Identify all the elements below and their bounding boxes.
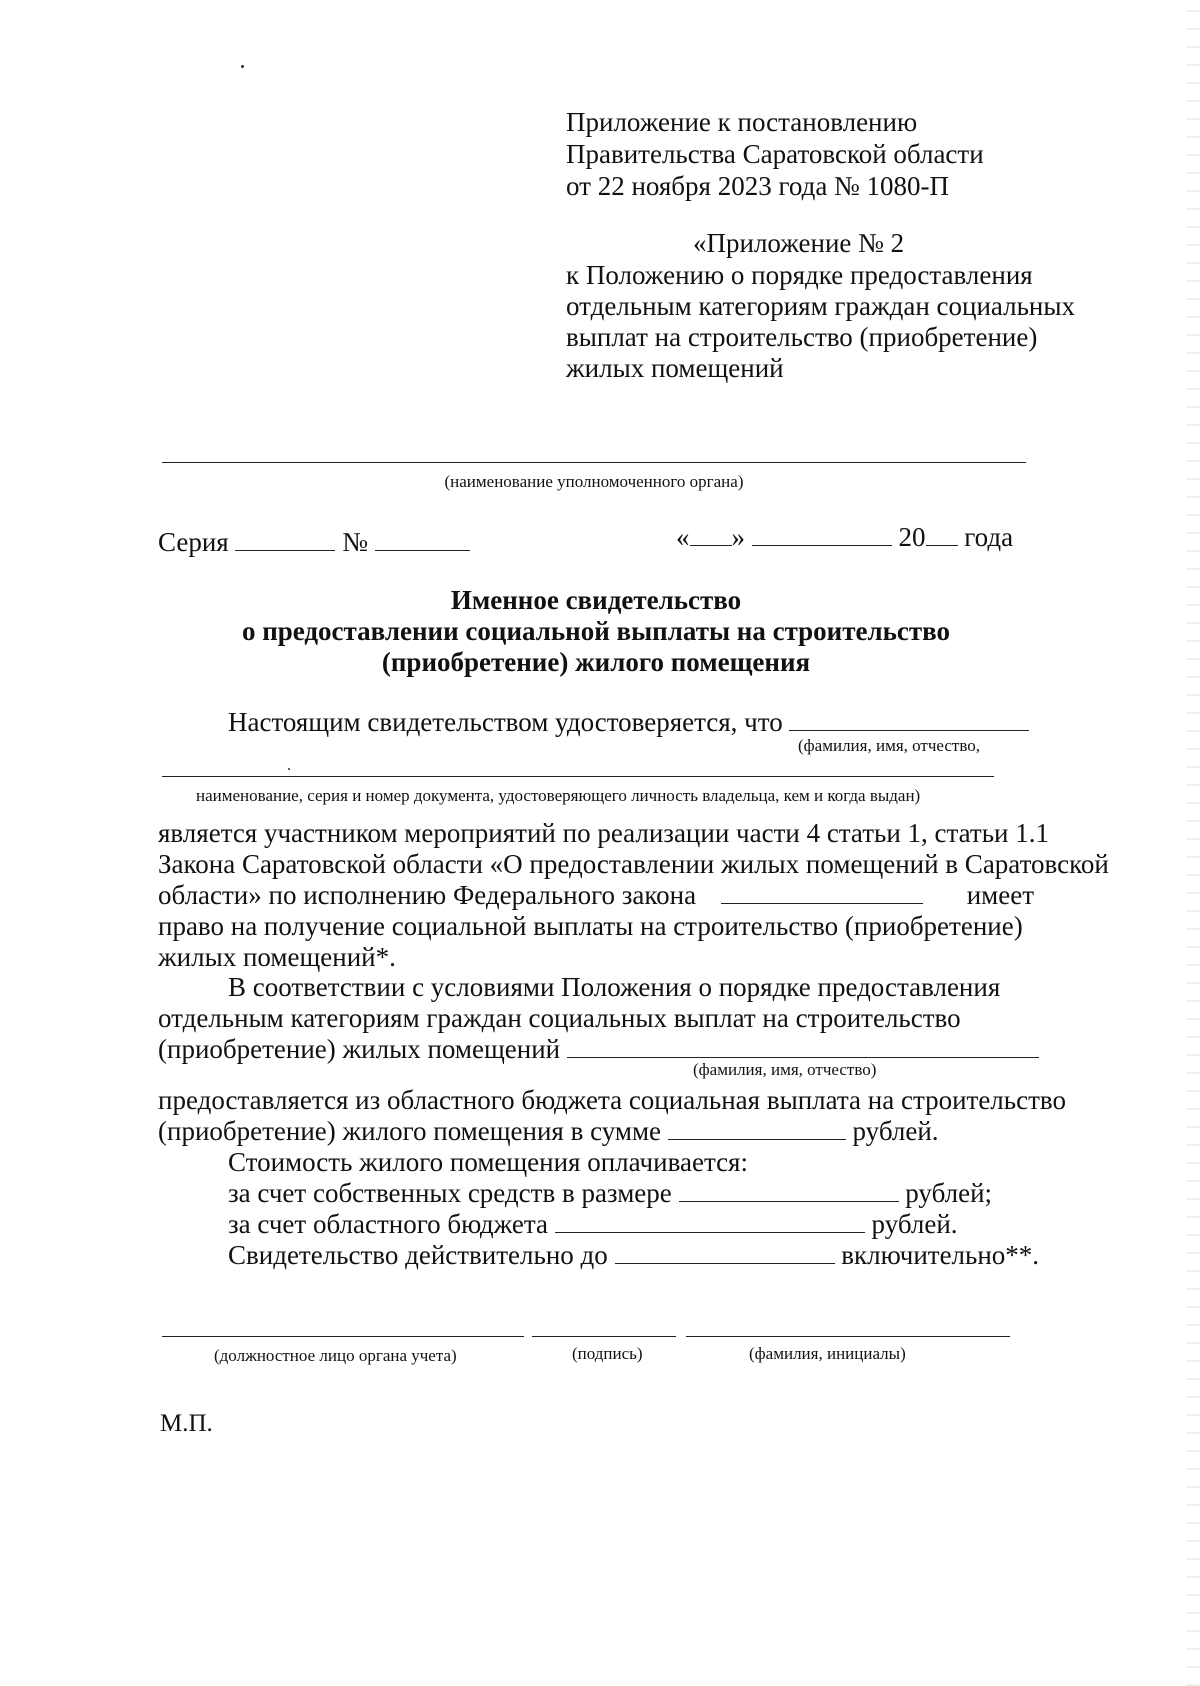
sign-caption: (подпись)	[572, 1344, 643, 1363]
title-line-1: Именное свидетельство	[450, 585, 742, 615]
recipient-blank	[567, 1035, 1039, 1058]
date-row	[676, 521, 1013, 553]
body1-line-3b: имеет	[966, 880, 1034, 910]
year-suffix: года	[964, 522, 1014, 552]
budget-label: за счет областного бюджета	[228, 1209, 549, 1239]
series-label: Серия	[158, 527, 229, 557]
series-row	[158, 526, 470, 558]
header-line-1: Приложение к постановлению	[566, 107, 918, 137]
official-caption: (должностное лицо органа учета)	[214, 1346, 457, 1365]
body2-line-3-label: (приобретение) жилых помещений	[158, 1034, 561, 1064]
year-blank	[926, 523, 958, 546]
name-caption: (фамилия, инициалы)	[749, 1344, 906, 1363]
body1-line-3a: области» по исполнению Федерального закона	[158, 880, 697, 910]
body2-line-5a: (приобретение) жилого помещения в сумме	[158, 1116, 662, 1146]
seal-mark: М.П.	[160, 1410, 213, 1437]
official-line	[162, 1336, 524, 1337]
appendix-line-3: отдельным категориям граждан социальных	[566, 291, 1076, 321]
body2-line-5b: рублей.	[852, 1116, 939, 1146]
valid-suffix: включительно**.	[841, 1240, 1040, 1270]
payment-budget	[228, 1208, 958, 1240]
day-blank	[690, 523, 732, 546]
body2-line-1: В соответствии с условиями Положения о порядке предоставления	[228, 972, 1001, 1002]
appendix-line-4: выплат на строительство (приобретение)	[566, 322, 1038, 352]
payment-own	[228, 1177, 992, 1209]
body2-line-2: отдельным категориям граждан социальных выплат на строительство	[158, 1003, 961, 1033]
number-blank	[375, 528, 470, 551]
sum-blank	[668, 1117, 846, 1140]
authority-line	[162, 462, 1026, 463]
appendix-line-2: к Положению о порядке предоставления	[566, 260, 1033, 290]
appendix-line-1: «Приложение № 2	[693, 228, 905, 258]
budget-blank	[555, 1210, 865, 1233]
scan-speck	[241, 65, 244, 68]
body1-line-5: жилых помещений*.	[158, 942, 396, 972]
scan-speck	[288, 768, 290, 770]
number-label: №	[342, 527, 368, 557]
own-label: за счет собственных средств в размере	[228, 1178, 672, 1208]
valid-blank	[615, 1241, 835, 1264]
name-line	[686, 1336, 1010, 1337]
valid-label: Свидетельство действительно до	[228, 1240, 608, 1270]
header-line-2: Правительства Саратовской области	[566, 139, 984, 169]
payment-valid	[228, 1239, 1039, 1271]
title-line-2: о предоставлении социальной выплаты на строительство	[241, 616, 951, 646]
quote-open: «	[676, 522, 690, 552]
scan-edge	[1186, 0, 1200, 1686]
year-prefix: 20	[898, 522, 926, 552]
title-line-3: (приобретение) жилого помещения	[381, 647, 811, 677]
own-unit: рублей;	[905, 1178, 993, 1208]
body2-caption-fio: (фамилия, имя, отчество)	[693, 1060, 877, 1079]
series-blank	[235, 528, 335, 551]
sign-line	[532, 1336, 676, 1337]
certify-text	[228, 706, 1029, 738]
appendix-line-5: жилых помещений	[566, 353, 784, 383]
body1-line-4: право на получение социальной выплаты на строительство (приобретение)	[158, 911, 1023, 941]
payment-intro: Стоимость жилого помещения оплачивается:	[228, 1147, 748, 1177]
certify-caption-fio: (фамилия, имя, отчество,	[798, 736, 981, 755]
budget-unit: рублей.	[871, 1209, 958, 1239]
certify-blank	[789, 708, 1029, 731]
own-blank	[679, 1179, 899, 1202]
body1-line-1: является участником мероприятий по реализации части 4 статьи 1, статьи 1.1	[158, 818, 1049, 848]
body1-line-2: Закона Саратовской области «О предоставлении жилых помещений в Саратовской	[158, 849, 1109, 879]
federal-law-blank	[721, 881, 923, 904]
doc-line	[162, 776, 994, 777]
body2-line-5	[158, 1115, 939, 1147]
quote-close: »	[731, 522, 745, 552]
body2-line-3	[158, 1033, 1039, 1065]
certify-caption-doc: наименование, серия и номер документа, удостоверяющего личность владельца, кем и когда выдан)	[196, 786, 921, 805]
month-blank	[752, 523, 892, 546]
body1-line-3	[158, 879, 1034, 911]
body2-line-4: предоставляется из областного бюджета социальная выплата на строительство	[158, 1085, 1066, 1115]
authority-caption: (наименование уполномоченного органа)	[444, 472, 744, 491]
certify-label: Настоящим свидетельством удостоверяется, что	[228, 707, 783, 737]
header-line-3: от 22 ноября 2023 года № 1080-П	[566, 171, 950, 201]
